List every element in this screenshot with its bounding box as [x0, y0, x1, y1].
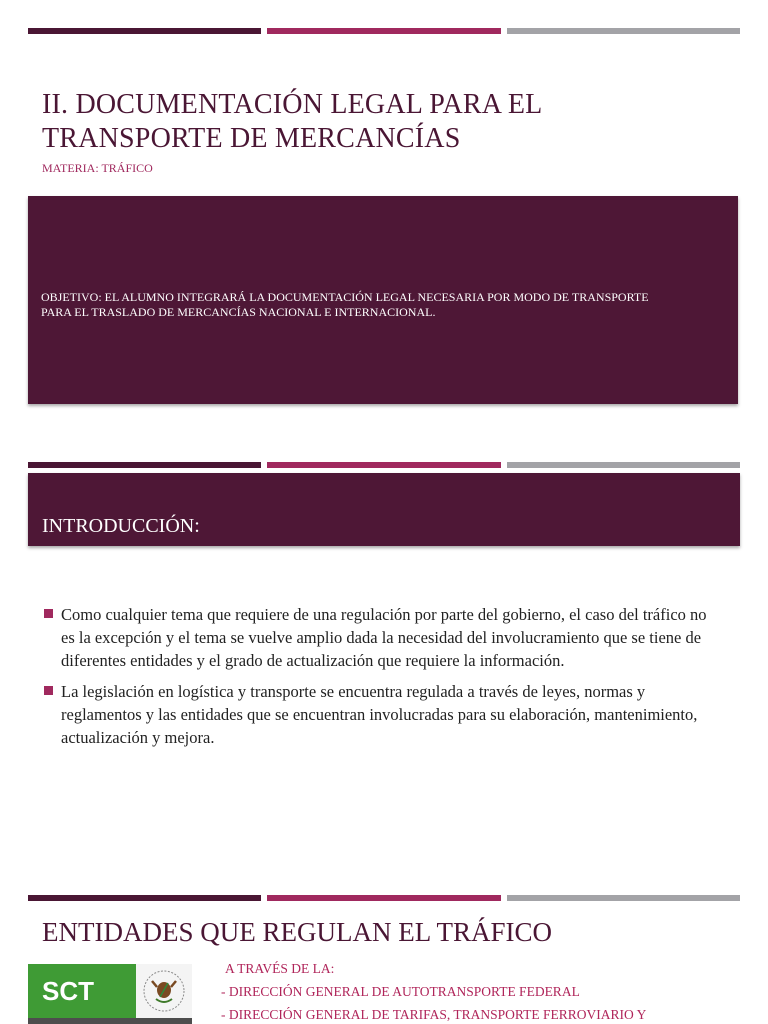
intro-title: INTRODUCCIÓN: — [42, 515, 200, 537]
slide1-accent-bars — [28, 28, 740, 34]
slide1-subtitle: MATERIA: TRÁFICO — [42, 161, 153, 175]
objective-line1: OBJETIVO: EL ALUMNO INTEGRARÁ LA DOCUMENTACIÓN LEGAL NECESARIA POR MODO DE TRANSPORTE — [41, 290, 649, 304]
list-item: - DIRECCIÓN GENERAL DE AUTOTRANSPORTE FEDERAL — [221, 984, 580, 999]
accent-bar-dark — [28, 462, 261, 468]
sct-logo-green-block — [28, 964, 136, 1024]
intro-bullet-list — [42, 603, 722, 757]
objective-box — [28, 196, 738, 404]
accent-bar-dark — [28, 28, 261, 34]
mexican-seal-icon — [136, 964, 192, 1018]
list-item — [42, 603, 722, 672]
accent-bar-magenta — [267, 895, 500, 901]
objective-line2: PARA EL TRASLADO DE MERCANCÍAS NACIONAL E INTERNACIONAL. — [41, 305, 436, 319]
slide2-accent-bars — [28, 462, 740, 468]
accent-bar-gray — [507, 462, 740, 468]
objective-text — [41, 290, 721, 320]
accent-bar-magenta — [267, 462, 500, 468]
accent-bar-gray — [507, 895, 740, 901]
square-bullet-icon — [44, 609, 53, 618]
accent-bar-magenta — [267, 28, 500, 34]
accent-bar-gray — [507, 28, 740, 34]
sct-logo-text: SCT — [42, 976, 94, 1006]
sct-logo-stripe — [28, 1018, 192, 1024]
sct-logo — [28, 964, 192, 1024]
entities-intro: A TRAVÉS DE LA: — [225, 961, 335, 976]
slide3-title: ENTIDADES QUE REGULAN EL TRÁFICO — [42, 917, 552, 947]
bullet-text: Como cualquier tema que requiere de una regulación por parte del gobierno, el caso del tráfico no es la excepción y el tema se vuelve amplio dada la necesidad del involucramiento que se tiene de diferentes entidades y el grado de actualización que requiere la información. — [61, 605, 707, 670]
square-bullet-icon — [44, 686, 53, 695]
accent-bar-dark — [28, 895, 261, 901]
intro-header-box — [28, 473, 740, 546]
list-item — [42, 680, 722, 749]
entities-list — [221, 957, 741, 1024]
slide1-title — [42, 88, 722, 156]
slide3-accent-bars — [28, 895, 740, 901]
slide1-title-line1: II. DOCUMENTACIÓN LEGAL PARA EL — [42, 89, 543, 120]
slide1-title-line2: TRANSPORTE DE MERCANCÍAS — [42, 123, 461, 154]
bullet-text: La legislación en logística y transporte se encuentra regulada a través de leyes, normas y reglamentos y las entidades que se encuentran involucradas para su elaboración, mantenimiento, actualización y mejora. — [61, 682, 698, 747]
list-item: - DIRECCIÓN GENERAL DE TARIFAS, TRANSPORTE FERROVIARIO Y — [221, 1007, 647, 1022]
